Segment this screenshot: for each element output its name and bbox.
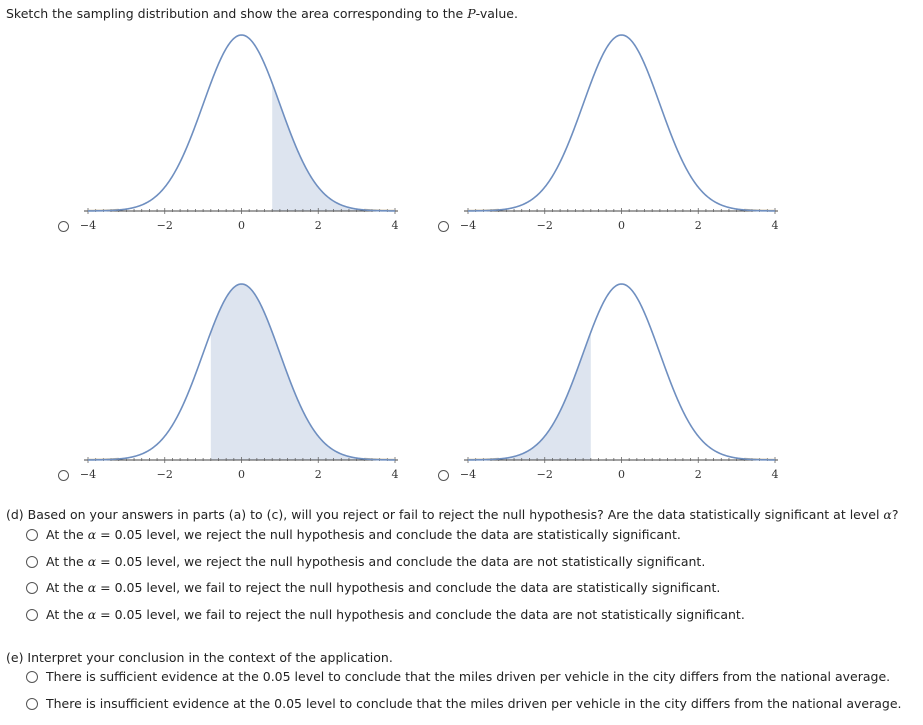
prompt-text-before: Sketch the sampling distribution and show the area corresponding to the: [6, 6, 468, 21]
tick-label: 2: [694, 219, 702, 232]
normal-distribution-plot: [55, 30, 400, 242]
tick-label: −4: [79, 468, 97, 481]
option-post: = 0.05 level, we fail to reject the null hypothesis and conclude the data are not statistically significant.: [96, 607, 745, 622]
option-pre: At the: [46, 554, 88, 569]
part-d-option-4[interactable]: [26, 607, 745, 622]
normal-distribution-plot: [435, 279, 780, 491]
normal-distribution-plot: [435, 30, 780, 242]
option-alpha: α: [87, 554, 97, 569]
option-pre: At the: [46, 527, 88, 542]
plot-option-c: [55, 279, 400, 491]
shaded-area: [468, 332, 591, 460]
option-label: [46, 554, 705, 569]
option-post: = 0.05 level, we fail to reject the null hypothesis and conclude the data are statistically significant.: [96, 580, 721, 595]
tick-label: −4: [459, 219, 477, 232]
option-label: There is sufficient evidence at the 0.05 level to conclude that the miles driven per vehicle in the city differs from the national average.: [46, 669, 891, 684]
tick-label: −2: [156, 219, 173, 232]
prompt-text-after: -value.: [475, 6, 518, 21]
radio-button[interactable]: [26, 529, 38, 541]
tick-label: 0: [618, 468, 625, 481]
radio-button[interactable]: [58, 470, 69, 481]
tick-label: 2: [694, 468, 702, 481]
part-d-option-3[interactable]: [26, 580, 720, 595]
tick-label: 2: [314, 468, 322, 481]
radio-button[interactable]: [438, 221, 449, 232]
prompt-p-letter: P: [467, 6, 476, 21]
part-e-option-1[interactable]: [26, 669, 890, 684]
part-d-option-2[interactable]: [26, 554, 705, 569]
density-curve: [88, 35, 395, 211]
radio-button[interactable]: [26, 556, 38, 568]
radio-button[interactable]: [26, 698, 38, 710]
tick-label: 4: [391, 468, 399, 481]
plot-option-b: [435, 30, 780, 242]
radio-button[interactable]: [26, 671, 38, 683]
tick-label: −4: [79, 219, 97, 232]
option-label: There is insufficient evidence at the 0.05 level to conclude that the miles driven per vehicle in the city differs from the national average.: [46, 696, 902, 711]
shaded-area: [272, 83, 395, 211]
tick-label: 4: [391, 219, 399, 232]
part-d-alpha: α: [883, 507, 892, 522]
question-prompt: [6, 6, 518, 21]
radio-button[interactable]: [58, 221, 69, 232]
option-pre: At the: [46, 607, 88, 622]
part-d-option-1[interactable]: [26, 527, 681, 542]
density-curve: [468, 284, 775, 460]
part-d-question-before: (d) Based on your answers in parts (a) to (c), will you reject or fail to reject the null hypothesis? Are the data statistically significant at level: [6, 507, 884, 522]
tick-label: −2: [536, 219, 553, 232]
tick-label: 4: [771, 468, 779, 481]
tick-label: −4: [459, 468, 477, 481]
option-post: = 0.05 level, we reject the null hypothesis and conclude the data are statistically significant.: [96, 527, 681, 542]
plot-option-a: [55, 30, 400, 242]
option-alpha: α: [87, 607, 97, 622]
tick-label: 0: [618, 219, 625, 232]
option-label: [46, 607, 745, 622]
part-d-question: [6, 507, 898, 522]
tick-label: 0: [238, 219, 245, 232]
tick-label: 0: [238, 468, 245, 481]
plot-option-d: [435, 279, 780, 491]
density-curve: [468, 35, 775, 211]
radio-button[interactable]: [26, 609, 38, 621]
tick-label: 2: [314, 219, 322, 232]
option-label: [46, 527, 681, 542]
shaded-area: [211, 284, 395, 460]
option-alpha: α: [87, 527, 97, 542]
part-e-question: (e) Interpret your conclusion in the context of the application.: [6, 650, 393, 665]
option-pre: At the: [46, 580, 88, 595]
tick-label: 4: [771, 219, 779, 232]
part-e-option-2[interactable]: [26, 696, 902, 711]
part-d-question-after: ?: [891, 507, 899, 522]
tick-label: −2: [156, 468, 173, 481]
option-alpha: α: [87, 580, 97, 595]
option-post: = 0.05 level, we reject the null hypothesis and conclude the data are not statistically significant.: [96, 554, 706, 569]
radio-button[interactable]: [438, 470, 449, 481]
radio-button[interactable]: [26, 582, 38, 594]
tick-label: −2: [536, 468, 553, 481]
normal-distribution-plot: [55, 279, 400, 491]
option-label: [46, 580, 720, 595]
